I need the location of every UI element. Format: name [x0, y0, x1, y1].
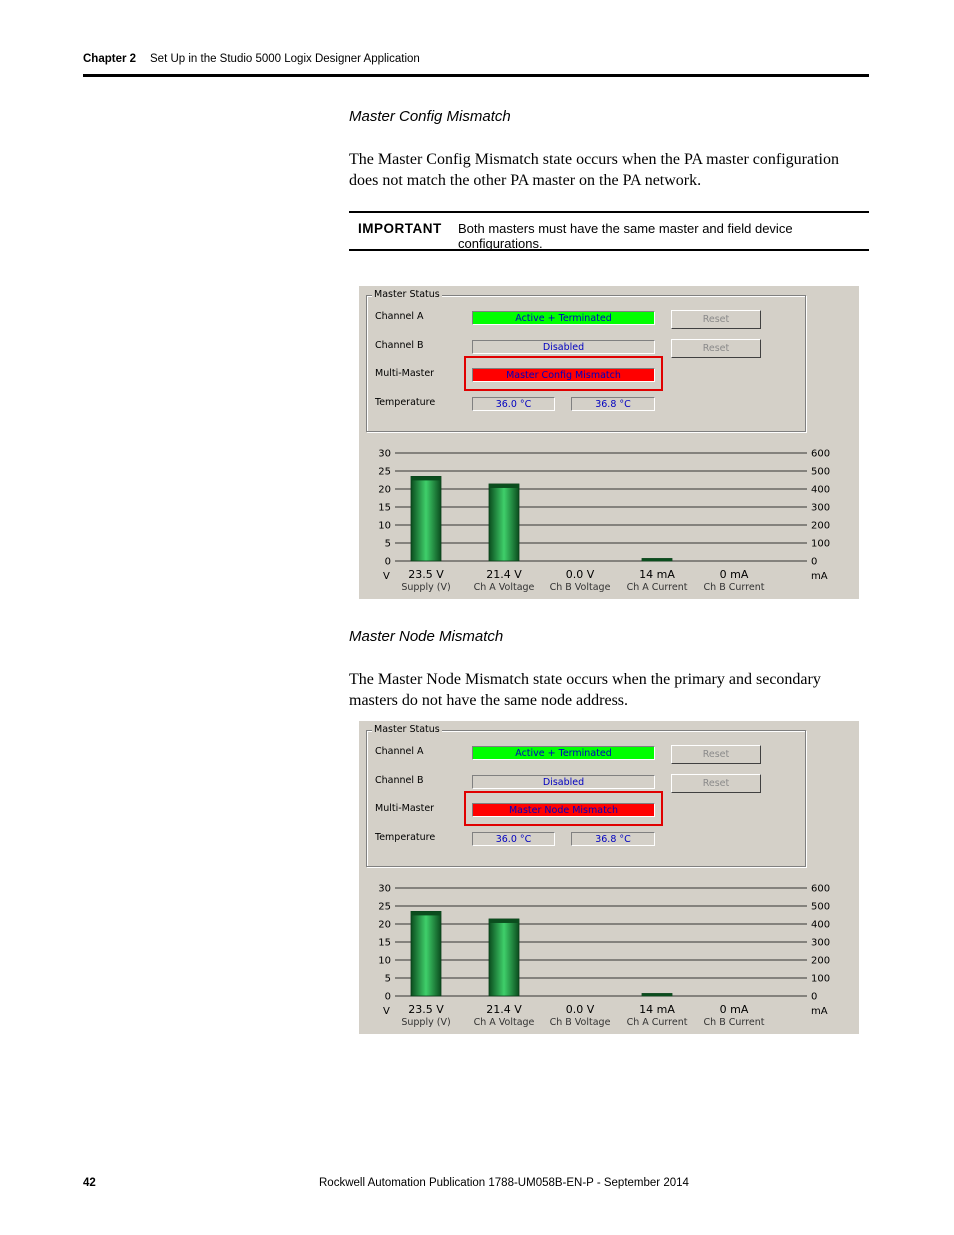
reset-a-button[interactable]: Reset [671, 310, 761, 329]
category-label: Ch A Voltage [473, 1017, 535, 1028]
left-tick-label: 0 [384, 991, 391, 1003]
left-tick-label: 20 [378, 484, 391, 496]
category-label: Supply (V) [401, 582, 451, 593]
category-label: Ch B Voltage [549, 1017, 611, 1028]
right-tick-label: 100 [811, 973, 831, 985]
right-tick-label: 200 [811, 955, 831, 967]
master-status-screenshot-2 [359, 721, 859, 1034]
paragraph-config-mismatch [349, 149, 859, 191]
right-unit-label: mA [811, 1006, 828, 1017]
category-label: Ch A Voltage [473, 582, 535, 593]
channel-a-label: Channel A [375, 746, 424, 757]
right-tick-label: 500 [811, 466, 831, 478]
section-title-node-mismatch: Master Node Mismatch [349, 628, 504, 645]
bar [411, 911, 441, 996]
reset-b-button[interactable]: Reset [671, 339, 761, 358]
left-tick-label: 10 [378, 955, 391, 967]
bar-cap [489, 484, 519, 488]
right-tick-label: 300 [811, 502, 831, 514]
temperature-label: Temperature [375, 832, 436, 843]
category-label: Ch B Current [703, 582, 765, 593]
bar-value-label: 0 mA [719, 1003, 749, 1016]
reset-b-button[interactable]: Reset [671, 774, 761, 793]
bar [489, 484, 519, 561]
temperature-a: 36.0 °C [472, 832, 555, 846]
left-tick-label: 0 [384, 556, 391, 568]
bar-value-label: 14 mA [639, 1003, 675, 1016]
paragraph-node-mismatch [349, 669, 859, 711]
bar-cap [642, 558, 672, 561]
right-tick-label: 0 [811, 556, 818, 568]
bar-cap [411, 476, 441, 480]
left-tick-label: 10 [378, 520, 391, 532]
bar-value-label: 14 mA [639, 568, 675, 581]
bar [411, 476, 441, 561]
category-label: Ch B Voltage [549, 582, 611, 593]
category-label: Supply (V) [401, 1017, 451, 1028]
group-title: Master Status [374, 724, 440, 735]
bar-value-label: 23.5 V [408, 1003, 444, 1016]
master-status-screenshot-1 [359, 286, 859, 599]
bar-value-label: 21.4 V [486, 568, 522, 581]
important-note [349, 211, 869, 251]
header-rule [83, 74, 869, 77]
channel-a-status: Active + Terminated [472, 746, 655, 760]
left-tick-label: 20 [378, 919, 391, 931]
paragraph-line: masters do not have the same node address. [349, 692, 629, 709]
important-text: Both masters must have the same master and field device configurations. [458, 221, 793, 251]
paragraph-line: does not match the other PA master on the PA network. [349, 172, 702, 189]
temperature-label: Temperature [375, 397, 436, 408]
bar-value-label: 23.5 V [408, 568, 444, 581]
right-tick-label: 500 [811, 901, 831, 913]
section-title-config-mismatch: Master Config Mismatch [349, 108, 511, 125]
right-tick-label: 400 [811, 919, 831, 931]
bar-value-label: 0.0 V [565, 1003, 595, 1016]
bar-value-label: 21.4 V [486, 1003, 522, 1016]
channel-b-label: Channel B [375, 775, 424, 786]
page-number: 42 [83, 1177, 96, 1189]
channel-b-status: Disabled [472, 340, 655, 354]
channel-b-status: Disabled [472, 775, 655, 789]
reset-a-button[interactable]: Reset [671, 745, 761, 764]
left-tick-label: 5 [384, 973, 391, 985]
channel-b-label: Channel B [375, 340, 424, 351]
channel-a-status: Active + Terminated [472, 311, 655, 325]
right-tick-label: 300 [811, 937, 831, 949]
group-title: Master Status [374, 289, 440, 300]
voltage-current-chart [359, 876, 859, 1034]
left-tick-label: 30 [378, 883, 391, 895]
highlight-box [464, 791, 663, 826]
multi-master-label: Multi-Master [375, 368, 435, 379]
right-unit-label: mA [811, 571, 828, 582]
bar-cap [489, 919, 519, 923]
publication-info: Rockwell Automation Publication 1788-UM058B-EN-P - September 2014 [319, 1177, 689, 1189]
left-tick-label: 15 [378, 502, 391, 514]
temperature-b: 36.8 °C [571, 397, 655, 411]
multi-master-status: Master Config Mismatch [472, 368, 655, 382]
left-unit-label: V [383, 1006, 390, 1017]
left-tick-label: 25 [378, 901, 391, 913]
right-tick-label: 0 [811, 991, 818, 1003]
chapter-label: Chapter 2 [83, 53, 137, 65]
temperature-a: 36.0 °C [472, 397, 555, 411]
category-label: Ch B Current [703, 1017, 765, 1028]
highlight-box [464, 356, 663, 391]
right-tick-label: 600 [811, 448, 831, 460]
right-tick-label: 600 [811, 883, 831, 895]
right-tick-label: 200 [811, 520, 831, 532]
right-tick-label: 400 [811, 484, 831, 496]
left-tick-label: 25 [378, 466, 391, 478]
right-tick-label: 100 [811, 538, 831, 550]
category-label: Ch A Current [626, 582, 688, 593]
left-tick-label: 15 [378, 937, 391, 949]
bar-value-label: 0.0 V [565, 568, 595, 581]
voltage-current-chart [359, 441, 859, 599]
bar [489, 919, 519, 996]
temperature-b: 36.8 °C [571, 832, 655, 846]
left-tick-label: 5 [384, 538, 391, 550]
bar-value-label: 0 mA [719, 568, 749, 581]
paragraph-line: The Master Config Mismatch state occurs when the PA master configuration [349, 151, 839, 168]
chapter-title: Set Up in the Studio 5000 Logix Designer Application [150, 53, 420, 65]
channel-a-label: Channel A [375, 311, 424, 322]
bar-cap [642, 993, 672, 996]
left-tick-label: 30 [378, 448, 391, 460]
paragraph-line: The Master Node Mismatch state occurs when the primary and secondary [349, 671, 821, 688]
left-unit-label: V [383, 571, 390, 582]
multi-master-label: Multi-Master [375, 803, 435, 814]
category-label: Ch A Current [626, 1017, 688, 1028]
multi-master-status: Master Node Mismatch [472, 803, 655, 817]
important-label: IMPORTANT [358, 221, 442, 236]
bar-cap [411, 911, 441, 915]
